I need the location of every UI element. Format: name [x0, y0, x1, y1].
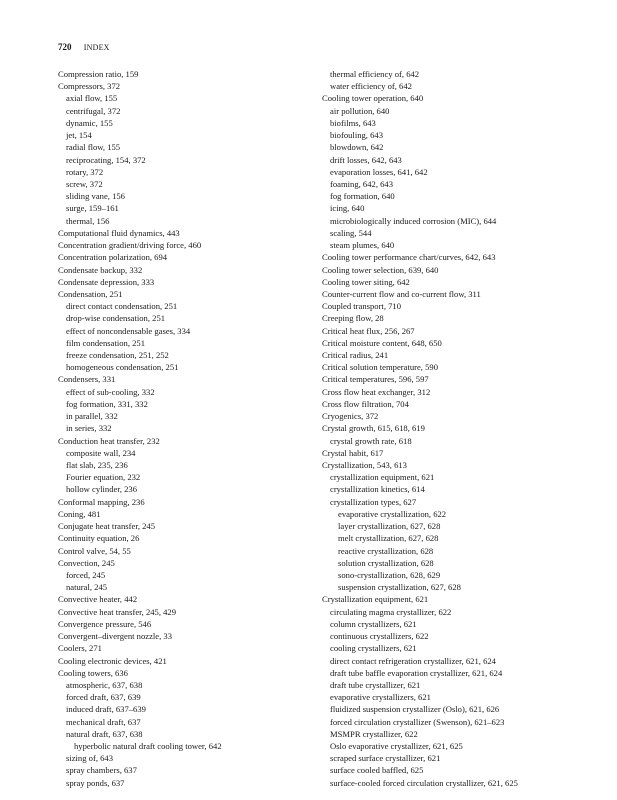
index-subentry: steam plumes, 640: [330, 240, 395, 251]
index-subentry: homogeneous condensation, 251: [66, 362, 179, 373]
index-entry: Cryogenics, 372: [322, 411, 379, 422]
index-entry: Critical solution temperature, 590: [322, 362, 438, 373]
index-subentry: suspension crystallization, 627, 628: [338, 582, 461, 593]
index-subentry: crystallization kinetics, 614: [330, 484, 425, 495]
index-subentry: air pollution, 640: [330, 105, 390, 116]
index-entry: Conjugate heat transfer, 245: [58, 521, 156, 532]
index-subentry: dynamic, 155: [66, 117, 113, 128]
index-subentry: spray chambers, 637: [66, 765, 137, 776]
index-subentry: drift losses, 642, 643: [330, 154, 402, 165]
page-number: 720: [58, 42, 72, 52]
index-subentry: crystallization types, 627: [330, 496, 417, 507]
index-subentry: jet, 154: [66, 130, 92, 141]
index-entry: Convective heat transfer, 245, 429: [58, 606, 177, 617]
index-entry: Cooling electronic devices, 421: [58, 655, 167, 666]
index-subentry: evaporation losses, 641, 642: [330, 166, 428, 177]
index-subentry: sliding vane, 156: [66, 191, 125, 202]
index-subentry: fluidized suspension crystallizer (Oslo), 621, 626: [330, 704, 500, 715]
index-subentry: spray ponds, 637: [66, 777, 125, 788]
index-subentry: biofilms, 643: [330, 117, 376, 128]
index-subentry: reciprocating, 154, 372: [66, 154, 146, 165]
index-entry: Convergence pressure, 546: [58, 618, 152, 629]
index-subentry: direct contact refrigeration crystallizer, 621, 624: [330, 655, 496, 666]
index-subentry: surface cooled baffled, 625: [330, 765, 424, 776]
index-entry: Critical radius, 241: [322, 350, 389, 361]
index-subentry: in parallel, 332: [66, 411, 118, 422]
index-subentry: MSMPR crystallizer, 622: [330, 728, 418, 739]
index-entry: Cooling tower performance chart/curves, 642, 643: [322, 252, 496, 263]
index-subentry: evaporative crystallizers, 621: [330, 692, 431, 703]
index-subentry: hollow cylinder, 236: [66, 484, 138, 495]
index-column-left: [58, 68, 308, 789]
index-subentry: evaporative crystallization, 622: [338, 508, 447, 519]
index-subentry: microbiologically induced corrosion (MIC), 644: [330, 215, 497, 226]
index-entry: Convection, 245: [58, 557, 115, 568]
index-entry: Critical temperatures, 596, 597: [322, 374, 429, 385]
index-entry: Concentration gradient/driving force, 460: [58, 240, 202, 251]
index-entry: Coolers, 271: [58, 643, 102, 654]
index-subentry: draft tube baffle evaporation crystallizer, 621, 624: [330, 667, 503, 678]
index-subentry: direct contact condensation, 251: [66, 301, 178, 312]
index-entry: Control valve, 54, 55: [58, 545, 131, 556]
index-subentry: melt crystallization, 627, 628: [338, 533, 439, 544]
index-subentry: Fourier equation, 232: [66, 472, 141, 483]
index-subentry: thermal efficiency of, 642: [330, 69, 420, 79]
running-title: INDEX: [83, 43, 110, 52]
index-entry: Crystallization equipment, 621: [322, 594, 429, 605]
index-subentry: layer crystallization, 627, 628: [338, 521, 441, 532]
index-subentry: icing, 640: [330, 203, 365, 214]
index-subentry: circulating magma crystallizer, 622: [330, 606, 452, 617]
index-subentry: freeze condensation, 251, 252: [66, 350, 169, 361]
index-subentry: reactive crystallization, 628: [338, 545, 434, 556]
index-entry: Condensers, 331: [58, 374, 116, 385]
index-entry: Creeping flow, 28: [322, 313, 384, 324]
index-subentry: continuous crystallizers, 622: [330, 631, 429, 642]
index-entry: Crystallization, 543, 613: [322, 460, 407, 470]
index-subentry: surface-cooled forced circulation crystallizer, 621, 625: [330, 777, 518, 788]
index-subentry: axial flow, 155: [66, 93, 118, 104]
index-entry: Critical moisture content, 648, 650: [322, 337, 442, 348]
index-subentry: fog formation, 331, 332: [66, 398, 148, 409]
index-entry: Computational fluid dynamics, 443: [58, 227, 180, 238]
index-subentry: forced, 245: [66, 569, 106, 580]
index-entry: Convergent–divergent nozzle, 33: [58, 631, 172, 642]
index-subentry: foaming, 642, 643: [330, 178, 394, 189]
index-subentry: induced draft, 637–639: [66, 704, 146, 715]
index-entry: Coupled transport, 710: [322, 301, 402, 312]
index-entry: Coning, 481: [58, 508, 101, 519]
index-entry: Condensation, 251: [58, 288, 123, 299]
index-subentry: fog formation, 640: [330, 191, 395, 202]
index-subentry: effect of sub-cooling, 332: [66, 386, 155, 397]
index-entry: Compression ratio, 159: [58, 69, 139, 79]
index-subentry: rotary, 372: [66, 166, 104, 177]
index-subentry: sono-crystallization, 628, 629: [338, 569, 441, 580]
index-entry: Cross flow filtration, 704: [322, 398, 409, 409]
index-subentry: forced circulation crystallizer (Swenson), 621–623: [330, 716, 505, 727]
index-entry: Cooling tower siting, 642: [322, 276, 410, 287]
index-subentry: solution crystallization, 628: [338, 557, 434, 568]
index-entry: Concentration polarization, 694: [58, 252, 168, 263]
index-subentry: draft tube crystallizer, 621: [330, 679, 421, 690]
index-subentry: film condensation, 251: [66, 337, 146, 348]
index-subentry: forced draft, 637, 639: [66, 692, 141, 703]
index-subentry: screw, 372: [66, 178, 103, 189]
page-header: [58, 42, 110, 52]
index-entry: Cooling towers, 636: [58, 667, 128, 678]
index-entry: Crystal growth, 615, 618, 619: [322, 423, 425, 434]
index-subentry: surge, 159–161: [66, 203, 119, 214]
index-subentry: composite wall, 234: [66, 447, 136, 458]
index-subentry: water efficiency of, 642: [330, 81, 412, 92]
index-entry: Cooling tower selection, 639, 640: [322, 264, 439, 275]
index-subentry: radial flow, 155: [66, 142, 121, 153]
index-subentry: drop-wise condensation, 251: [66, 313, 166, 324]
index-entry: Conduction heat transfer, 232: [58, 435, 160, 446]
index-column-right: [322, 68, 612, 789]
index-entry: Convective heater, 442: [58, 594, 138, 605]
index-subentry: natural draft, 637, 638: [66, 728, 143, 739]
index-subentry: Oslo evaporative crystallizer, 621, 625: [330, 741, 463, 752]
index-subentry: crystal growth rate, 618: [330, 435, 412, 446]
index-entry: Critical heat flux, 256, 267: [322, 325, 415, 336]
index-entry: Conformal mapping, 236: [58, 496, 145, 507]
index-subentry: natural, 245: [66, 582, 108, 593]
index-entry: Condensate depression, 333: [58, 276, 155, 287]
index-subentry: mechanical draft, 637: [66, 716, 141, 727]
index-entry: Condensate backup, 332: [58, 264, 143, 275]
index-subentry: sizing of, 643: [66, 753, 114, 764]
index-subentry: crystallization equipment, 621: [330, 472, 435, 483]
index-subentry: cooling crystallizers, 621: [330, 643, 417, 654]
index-subentry: blowdown, 642: [330, 142, 384, 153]
index-subentry: column crystallizers, 621: [330, 618, 417, 629]
index-subentry: effect of noncondensable gases, 334: [66, 325, 191, 336]
index-subentry: hyperbolic natural draft cooling tower, 642: [74, 741, 222, 752]
index-subentry: atmospheric, 637, 638: [66, 679, 143, 690]
index-subentry: biofouling, 643: [330, 130, 383, 141]
index-entry: Crystal habit, 617: [322, 447, 384, 458]
index-subentry: centrifugal, 372: [66, 105, 121, 116]
index-subentry: flat slab, 235, 236: [66, 460, 128, 470]
index-entry: Continuity equation, 26: [58, 533, 140, 544]
index-entry: Cooling tower operation, 640: [322, 93, 424, 104]
index-entry: Counter-current flow and co-current flow, 311: [322, 288, 481, 299]
index-subentry: in series, 332: [66, 423, 112, 434]
index-entry: Cross flow heat exchanger, 312: [322, 386, 431, 397]
index-subentry: thermal, 156: [66, 215, 110, 226]
index-subentry: scraped surface crystallizer, 621: [330, 753, 441, 764]
index-subentry: scaling, 544: [330, 227, 372, 238]
index-entry: Compressors, 372: [58, 81, 121, 92]
